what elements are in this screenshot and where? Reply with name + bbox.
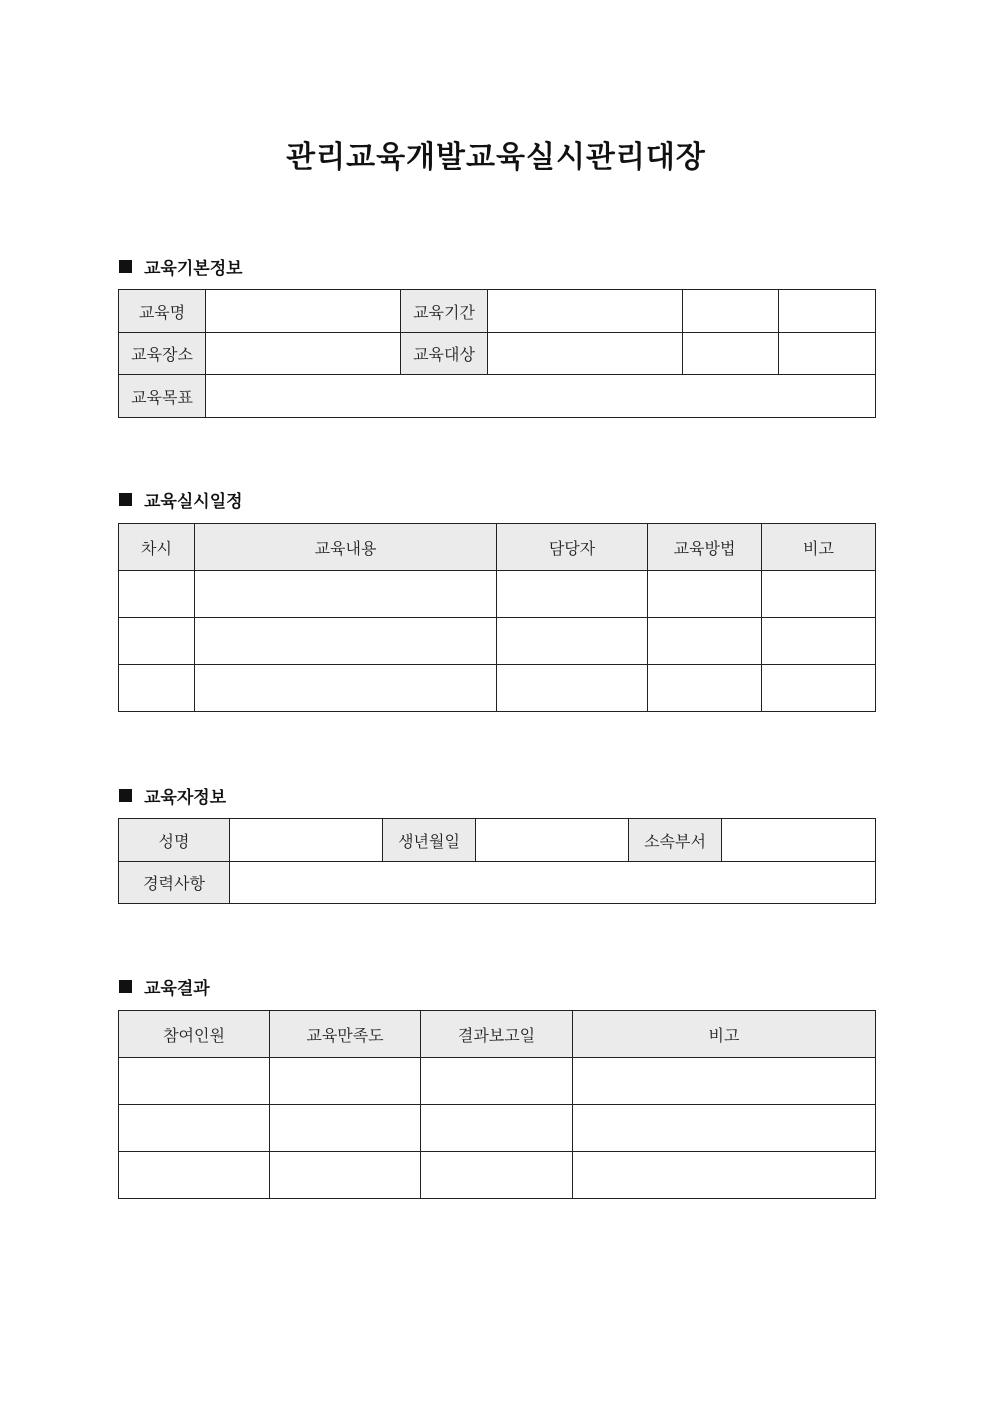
table-cell[interactable] [421, 1152, 573, 1199]
education-place-field[interactable] [206, 333, 401, 375]
label-birth-date: 생년월일 [383, 819, 476, 862]
section-heading-label: 교육실시일정 [144, 492, 243, 512]
section-heading-label: 교육자정보 [144, 788, 227, 808]
table-cell[interactable] [421, 1058, 573, 1105]
table-cell[interactable] [573, 1105, 876, 1152]
column-header: 결과보고일 [421, 1011, 573, 1058]
education-goal-field[interactable] [206, 375, 876, 418]
section-heading-schedule [119, 487, 243, 512]
table-cell[interactable] [119, 1058, 270, 1105]
table-cell[interactable] [195, 571, 497, 618]
table-header-row [119, 524, 876, 571]
table-cell[interactable] [421, 1105, 573, 1152]
blank-cell[interactable] [683, 290, 779, 333]
table-row [119, 1058, 876, 1105]
column-header: 참여인원 [119, 1011, 270, 1058]
square-bullet-icon [119, 260, 132, 273]
table-row [119, 333, 876, 375]
table-cell[interactable] [270, 1105, 421, 1152]
square-bullet-icon [119, 493, 132, 506]
table-cell[interactable] [119, 571, 195, 618]
table-cell[interactable] [119, 618, 195, 665]
education-target-field[interactable] [488, 333, 683, 375]
table-cell[interactable] [119, 1105, 270, 1152]
table-row [119, 1105, 876, 1152]
table-cell[interactable] [195, 665, 497, 712]
table-row [119, 290, 876, 333]
blank-cell[interactable] [683, 333, 779, 375]
table-cell[interactable] [270, 1152, 421, 1199]
table-row [119, 819, 876, 862]
table-cell[interactable] [497, 571, 648, 618]
document-title: 관리교육개발교육실시관리대장 [286, 140, 706, 175]
column-header: 비고 [762, 524, 876, 571]
square-bullet-icon [119, 789, 132, 802]
column-header: 교육만족도 [270, 1011, 421, 1058]
education-name-field[interactable] [206, 290, 401, 333]
label-trainee-name: 성명 [119, 819, 230, 862]
section-heading-label: 교육기본정보 [144, 259, 243, 279]
table-cell[interactable] [573, 1152, 876, 1199]
trainee-name-field[interactable] [230, 819, 383, 862]
result-table [118, 1010, 876, 1199]
column-header: 교육내용 [195, 524, 497, 571]
label-education-name: 교육명 [119, 290, 206, 333]
schedule-table [118, 523, 876, 712]
table-cell[interactable] [573, 1058, 876, 1105]
table-cell[interactable] [648, 665, 762, 712]
square-bullet-icon [119, 980, 132, 993]
section-heading-basic-info [119, 254, 243, 279]
career-field[interactable] [230, 862, 876, 904]
table-cell[interactable] [648, 571, 762, 618]
blank-cell[interactable] [779, 333, 876, 375]
table-cell[interactable] [497, 618, 648, 665]
column-header: 차시 [119, 524, 195, 571]
table-row [119, 665, 876, 712]
section-heading-label: 교육결과 [144, 979, 210, 999]
label-department: 소속부서 [629, 819, 722, 862]
table-cell[interactable] [119, 1152, 270, 1199]
trainee-table [118, 818, 876, 904]
label-education-target: 교육대상 [401, 333, 488, 375]
section-heading-trainee [119, 783, 226, 808]
column-header: 비고 [573, 1011, 876, 1058]
department-field[interactable] [722, 819, 876, 862]
table-cell[interactable] [762, 618, 876, 665]
table-cell[interactable] [270, 1058, 421, 1105]
table-row [119, 375, 876, 418]
table-cell[interactable] [497, 665, 648, 712]
column-header: 담당자 [497, 524, 648, 571]
education-period-field[interactable] [488, 290, 683, 333]
label-education-place: 교육장소 [119, 333, 206, 375]
column-header: 교육방법 [648, 524, 762, 571]
label-career: 경력사항 [119, 862, 230, 904]
basic-info-table [118, 289, 876, 418]
table-cell[interactable] [762, 665, 876, 712]
table-cell[interactable] [762, 571, 876, 618]
table-row [119, 862, 876, 904]
label-education-period: 교육기간 [401, 290, 488, 333]
table-header-row [119, 1011, 876, 1058]
section-heading-result [119, 974, 210, 999]
table-row [119, 571, 876, 618]
table-cell[interactable] [648, 618, 762, 665]
table-cell[interactable] [195, 618, 497, 665]
label-education-goal: 교육목표 [119, 375, 206, 418]
table-cell[interactable] [119, 665, 195, 712]
blank-cell[interactable] [779, 290, 876, 333]
birth-date-field[interactable] [476, 819, 629, 862]
table-row [119, 1152, 876, 1199]
table-row [119, 618, 876, 665]
